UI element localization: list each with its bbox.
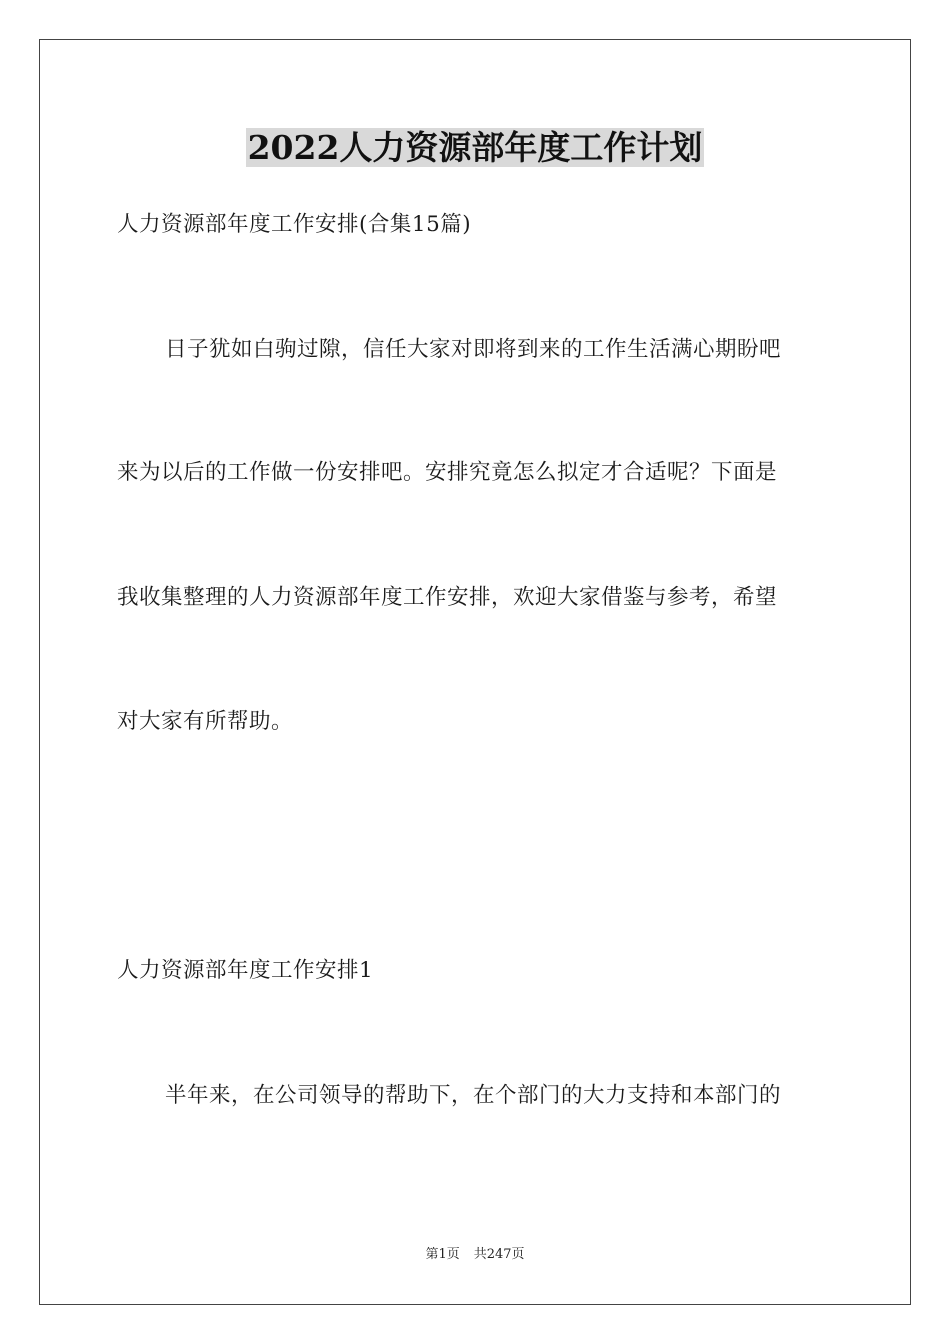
- page-footer: [0, 1246, 950, 1264]
- document-subtitle: 人力资源部年度工作安排(合集15篇): [117, 212, 472, 237]
- section-heading: 人力资源部年度工作安排1: [117, 958, 374, 983]
- intro-line-4: 对大家有所帮助。: [117, 709, 294, 734]
- document-title: [0, 126, 950, 170]
- document-title-text: 2022人力资源部年度工作计划: [247, 128, 703, 167]
- intro-line-2: 来为以后的工作做一份安排吧。安排究竟怎么拟定才合适呢？下面是: [117, 460, 778, 485]
- section-line-1: 半年来，在公司领导的帮助下，在个部门的大力支持和本部门的: [165, 1083, 782, 1108]
- intro-line-1: 日子犹如白驹过隙，信任大家对即将到来的工作生活满心期盼吧: [165, 337, 782, 362]
- intro-line-3: 我收集整理的人力资源部年度工作安排，欢迎大家借鉴与参考，希望: [117, 585, 778, 610]
- page-total: 共247页: [473, 1247, 525, 1262]
- page-number: 第1页: [425, 1247, 460, 1262]
